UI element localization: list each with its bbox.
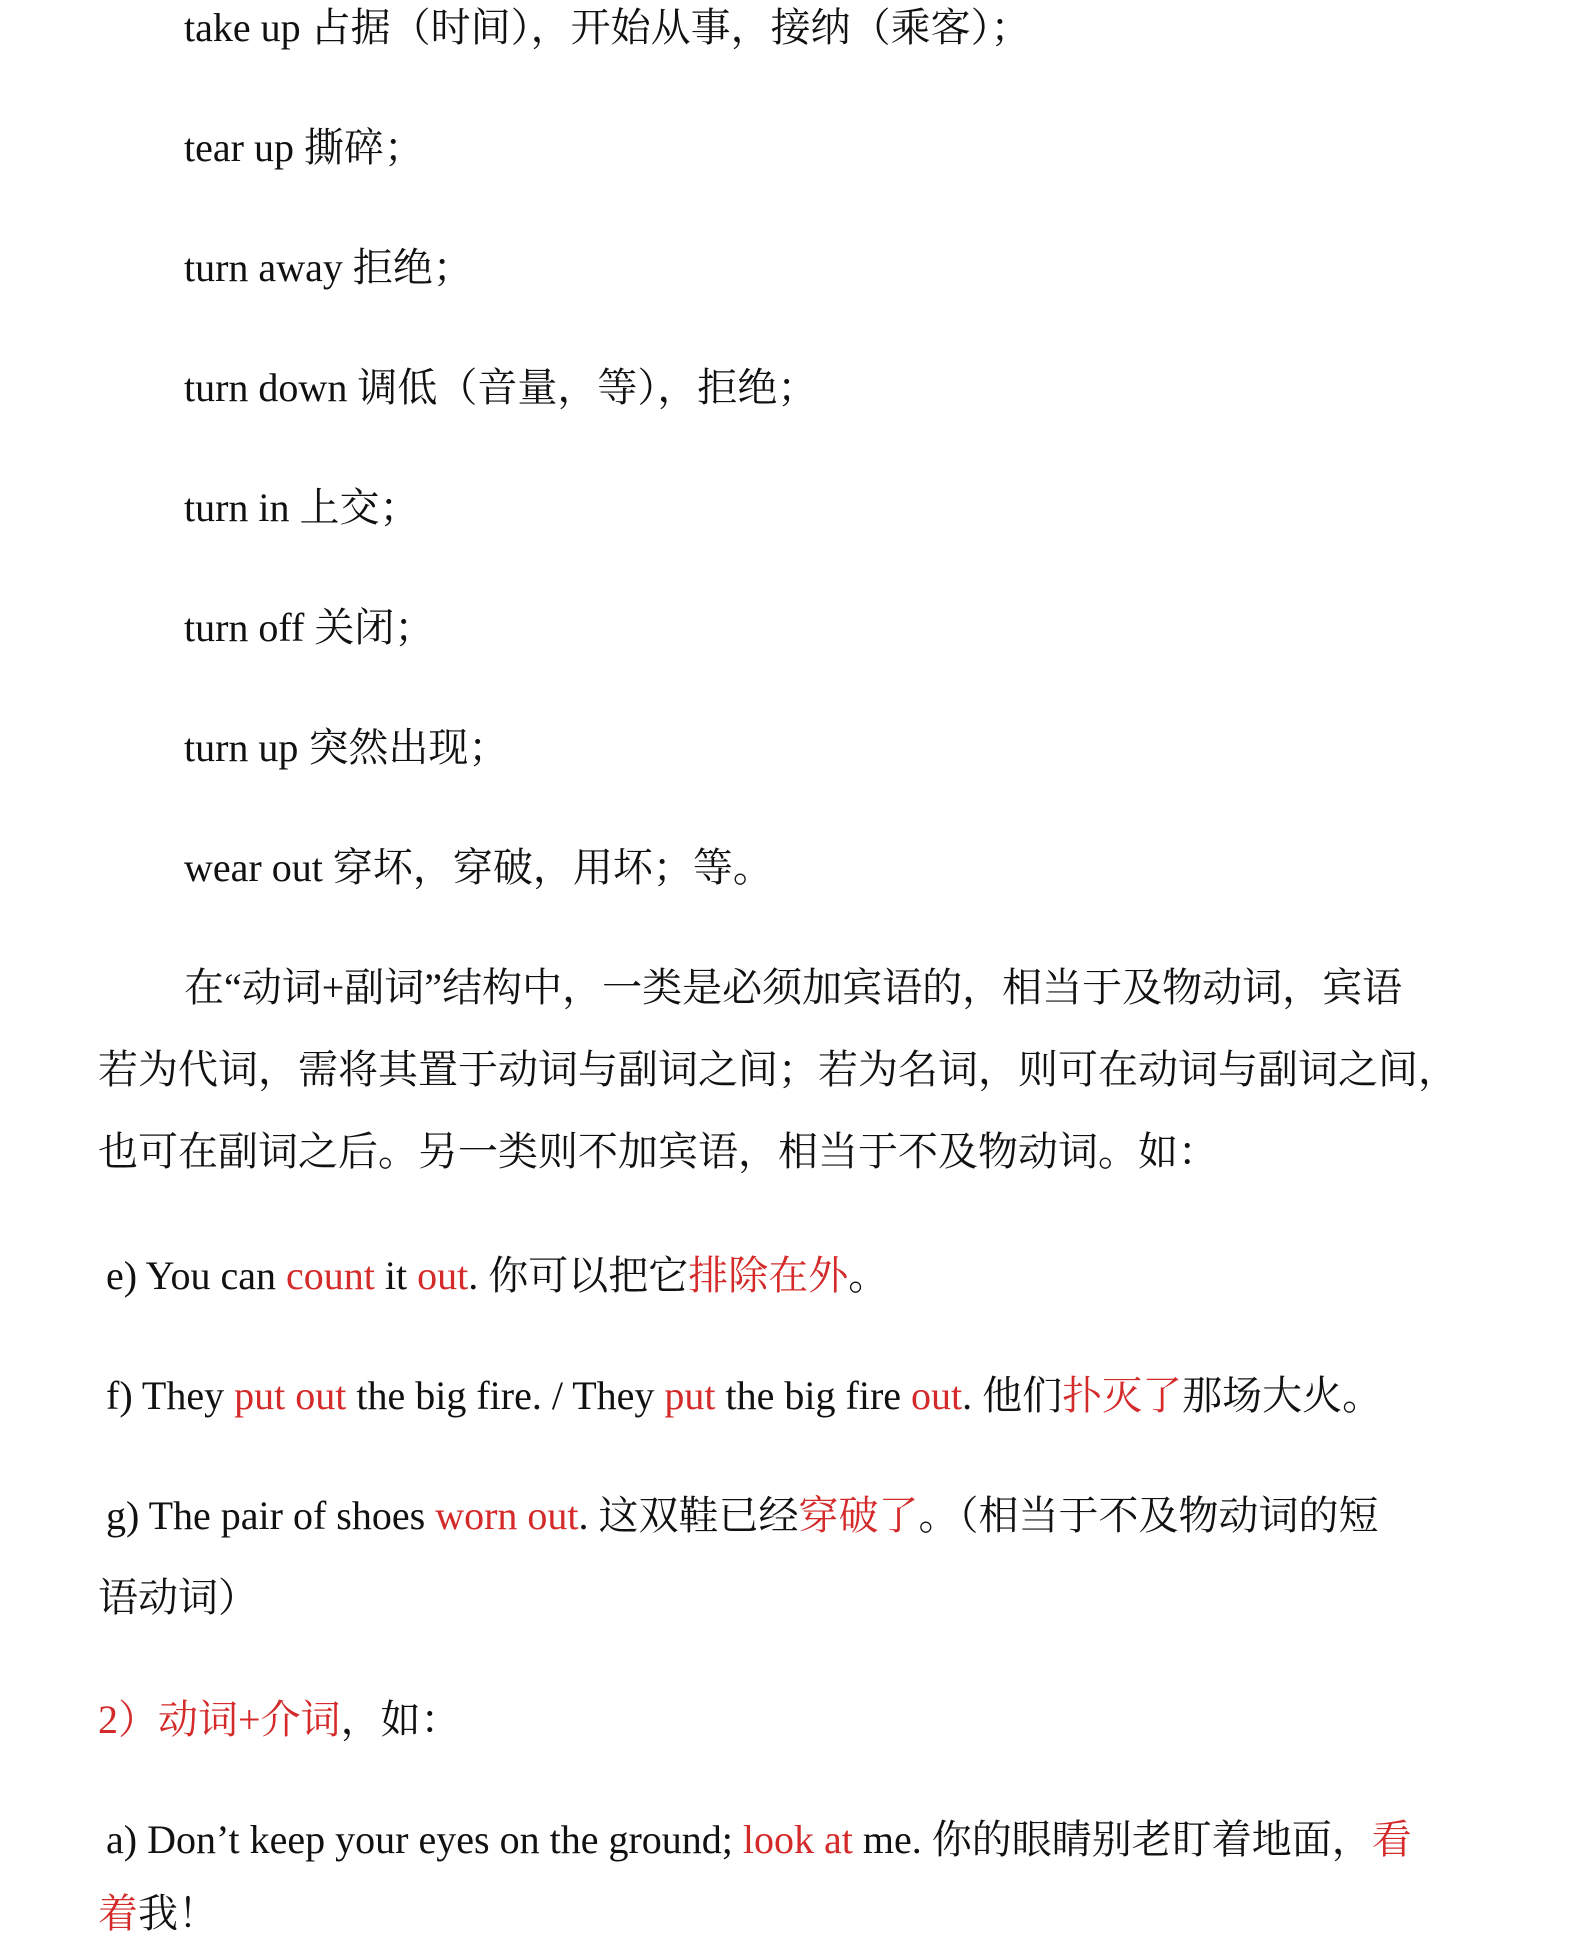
phrase-take-up: [184, 4, 1031, 52]
example-text: 我！: [138, 1891, 218, 1936]
example-a: [106, 1816, 1412, 1864]
phrase-wear-out: [184, 844, 773, 892]
highlight-text: put: [664, 1373, 716, 1418]
phrase-en: tear up: [184, 125, 294, 170]
example-text: the big fire. / They: [346, 1373, 665, 1418]
phrase-turn-away: [184, 244, 473, 292]
highlight-text: 看: [1371, 1817, 1412, 1862]
highlight-text: out: [911, 1373, 963, 1418]
phrase-turn-up: [184, 724, 508, 772]
example-f: [106, 1372, 1382, 1420]
phrase-turn-down: [184, 364, 817, 412]
phrase-zh: 上交；: [299, 485, 420, 530]
phrase-zh: 拒绝；: [352, 245, 473, 290]
phrase-zh: 撕碎；: [303, 125, 424, 170]
example-text: . 你可以把它: [468, 1253, 689, 1298]
highlight-text: 着: [98, 1891, 138, 1936]
highlight-text: look at: [742, 1817, 853, 1862]
phrase-tear-up: [184, 124, 424, 172]
phrase-en: take up: [184, 5, 301, 50]
explanation-line-2: 若为代词，需将其置于动词与副词之间；若为名词，则可在动词与副词之间，: [98, 1047, 1458, 1092]
phrase-en: turn down: [184, 365, 348, 410]
example-text: it: [374, 1253, 418, 1298]
example-e: [106, 1252, 888, 1300]
highlight-text: worn out: [435, 1493, 579, 1538]
example-text: g) The pair of shoes: [106, 1493, 436, 1538]
phrase-en: turn off: [184, 605, 305, 650]
phrase-en: turn in: [184, 485, 290, 530]
explanation-line-3: 也可在副词之后。另一类则不加宾语，相当于不及物动词。如：: [98, 1129, 1218, 1174]
example-text: a) Don’t keep your eyes on the ground;: [106, 1817, 743, 1862]
phrase-turn-in: [184, 484, 420, 532]
example-text: . 他们: [962, 1373, 1063, 1418]
example-text: 那场大火。: [1182, 1373, 1383, 1418]
example-text: the big fire: [715, 1373, 912, 1418]
phrase-en: turn away: [184, 245, 343, 290]
phrase-en: wear out: [184, 845, 323, 890]
phrase-zh: 穿坏，穿破，用坏；等。: [332, 845, 773, 890]
example-a-continued: [98, 1890, 218, 1938]
phrase-en: turn up: [184, 725, 299, 770]
highlight-text: 排除在外: [688, 1253, 849, 1298]
highlight-text: 扑灭了: [1062, 1373, 1183, 1418]
example-text: me. 你的眼睛别老盯着地面，: [852, 1817, 1372, 1862]
example-g: [106, 1492, 1379, 1540]
highlight-text: 穿破了: [798, 1493, 919, 1538]
phrase-zh: 占据（时间），开始从事，接纳（乘客）；: [310, 5, 1031, 50]
highlight-text: count: [285, 1253, 375, 1298]
example-text: 。: [848, 1253, 889, 1298]
phrase-zh: 调低（音量，等），拒绝；: [357, 365, 818, 410]
highlight-text: put out: [234, 1373, 347, 1418]
phrase-zh: 关闭；: [314, 605, 435, 650]
highlight-text: out: [417, 1253, 469, 1298]
explanation-line-1: 在“动词+副词”结构中，一类是必须加宾语的，相当于及物动词，宾语: [184, 965, 1403, 1010]
example-text: . 这双鞋已经: [578, 1493, 799, 1538]
section-heading-title: 2）动词+介词: [98, 1697, 341, 1742]
section-heading: [98, 1696, 461, 1744]
example-text: 。（相当于不及物动词的短: [918, 1493, 1379, 1538]
example-g-continued: 语动词）: [98, 1575, 258, 1620]
section-heading-suffix: ，如：: [340, 1697, 461, 1742]
example-text: e) You can: [106, 1253, 286, 1298]
phrase-turn-off: [184, 604, 434, 652]
example-text: f) They: [106, 1373, 235, 1418]
phrase-zh: 突然出现；: [308, 725, 509, 770]
